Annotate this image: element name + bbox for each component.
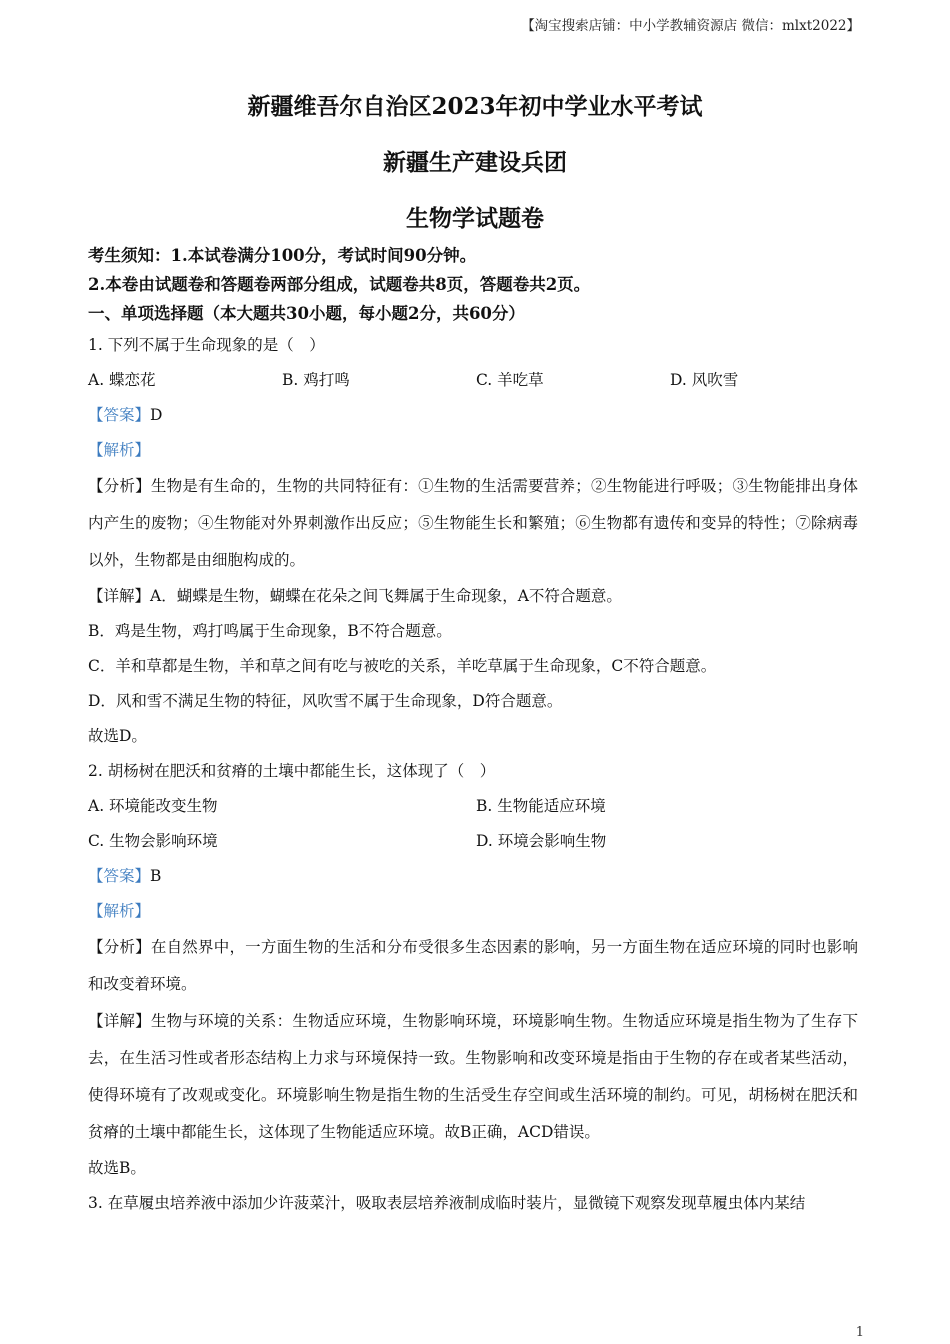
q2-option-a: A. 环境能改变生物 [88, 797, 218, 815]
q1-explain-c: C．羊和草都是生物，羊和草之间有吃与被吃的关系，羊吃草属于生命现象，C不符合题意。 [88, 657, 717, 675]
q1-option-b: B. 鸡打鸣 [282, 371, 350, 389]
header-note: 【淘宝搜索店铺：中小学教辅资源店 微信：mlxt2022】 [521, 18, 860, 34]
notice-line-2: 2.本卷由试题卷和答题卷两部分组成，试题卷共8页，答题卷共2页。 [88, 275, 591, 294]
page-number: 1 [855, 1325, 864, 1340]
q1-option-d: D. 风吹雪 [670, 371, 739, 389]
q1-explain-b: B．鸡是生物，鸡打鸣属于生命现象，B不符合题意。 [88, 622, 452, 640]
q2-xiangjie: 【详解】生物与环境的关系：生物适应环境，生物影响环境，环境影响生物。生物适应环境是指生物为了生存下去，在生活习性或者形态结构上力求与环境保持一致。生物影响和改变环境是指由于生物的存在或者某些活动，使得环境有了改观或变化。环境影响生物是指生物的生活受生存空间或生活环境的制约。可见，胡杨树在肥沃和贫瘠的土壤中都能生长，这体现了生物能适应环境。故B正确，ACD错误。 [88, 1012, 858, 1141]
q1-answer-tag: 【答案】 [88, 406, 151, 424]
section-title: 一、单项选择题（本大题共30小题，每小题2分，共60分） [88, 304, 525, 323]
q2-stem: 2. 胡杨树在肥沃和贫瘠的土壤中都能生长，这体现了（ ） [88, 762, 496, 780]
title-line-3: 生物学试题卷 [406, 205, 544, 232]
q1-option-c: C. 羊吃草 [476, 371, 544, 389]
q1-options [88, 363, 858, 398]
q1-analysis-tag: 【解析】 [88, 441, 151, 459]
q2-analysis-tag: 【解析】 [88, 902, 151, 920]
q2-answer-value: B [150, 867, 162, 885]
q1-stem: 1. 下列不属于生命现象的是（ ） [88, 336, 325, 354]
q1-option-a: A. 蝶恋花 [88, 371, 156, 389]
q2-option-b: B. 生物能适应环境 [476, 797, 606, 815]
q2-option-d: D. 环境会影响生物 [476, 832, 607, 850]
title-line-2: 新疆生产建设兵团 [383, 149, 567, 176]
title-line-1: 新疆维吾尔自治区2023年初中学业水平考试 [247, 93, 703, 120]
q1-answer-value: D [150, 406, 163, 424]
q1-fenxi: 【分析】生物是有生命的，生物的共同特征有：①生物的生活需要营养；②生物能进行呼吸；③生物能排出身体内产生的废物；④生物能对外界刺激作出反应；⑤生物能生长和繁殖；⑥生物都有遗传和变异的特性；⑦除病毒以外，生物都是由细胞构成的。 [88, 477, 858, 569]
q2-fenxi: 【分析】在自然界中，一方面生物的生活和分布受很多生态因素的影响，另一方面生物在适应环境的同时也影响和改变着环境。 [88, 938, 858, 993]
q2-conclusion: 故选B。 [88, 1159, 146, 1177]
q3-stem: 3. 在草履虫培养液中添加少许菠菜汁，吸取表层培养液制成临时装片，显微镜下观察发现草履虫体内某结 [88, 1194, 806, 1212]
q2-answer-tag: 【答案】 [88, 867, 151, 885]
q1-xiangjie: 【详解】A．蝴蝶是生物，蝴蝶在花朵之间飞舞属于生命现象，A不符合题意。 [88, 587, 622, 605]
q2-options [88, 789, 858, 859]
q1-conclusion: 故选D。 [88, 727, 147, 745]
q2-option-c: C. 生物会影响环境 [88, 832, 218, 850]
notice-line-1: 考生须知：1.本试卷满分100分，考试时间90分钟。 [88, 246, 477, 265]
q1-explain-d: D．风和雪不满足生物的特征，风吹雪不属于生命现象，D符合题意。 [88, 692, 563, 710]
q1-answer [88, 398, 858, 433]
q2-answer [88, 859, 858, 894]
document-body [88, 241, 858, 1221]
